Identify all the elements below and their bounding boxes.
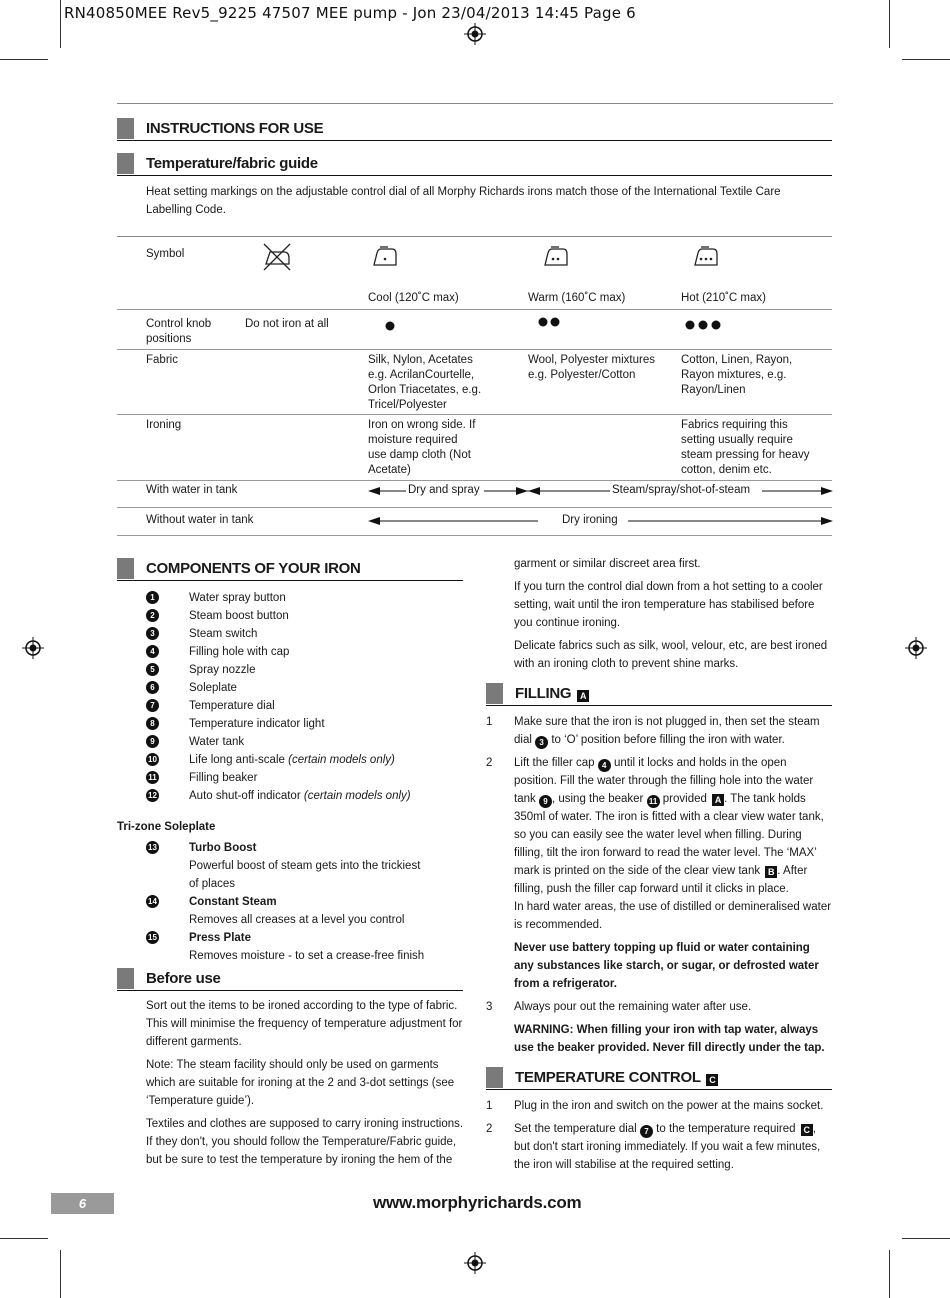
print-info-line: RN40850MEE Rev5_9225 47507 MEE pump - Jon 23/04/2013 14:45 Page 6 bbox=[64, 4, 636, 22]
component-label: Water spray button bbox=[189, 592, 286, 604]
number-badge: 4 bbox=[146, 645, 159, 658]
component-label: Water tank bbox=[189, 736, 245, 748]
heading-block bbox=[117, 118, 134, 139]
warning-text: WARNING: When filling your iron with tap water, always use the beaker provided. Never fill directly under the tap. bbox=[514, 1024, 825, 1054]
component-label: Spray nozzle bbox=[189, 664, 256, 676]
section-heading-components bbox=[117, 558, 463, 581]
heading-text: TEMPERATURE CONTROL bbox=[515, 1069, 701, 1086]
dry-spray-text: Dry and spray bbox=[408, 484, 480, 496]
component-label: Temperature indicator light bbox=[189, 718, 325, 730]
component-note: (certain models only) bbox=[303, 790, 411, 802]
component-label-text: Auto shut-off indicator bbox=[189, 790, 301, 802]
fabric-cool: Silk, Nylon, Acetates e.g. AcrilanCourtelle, Orlon Triacetates, e.g. Tricel/Polyester bbox=[368, 354, 482, 411]
before-use-text bbox=[146, 997, 464, 1169]
step-text: . The tank holds 350ml of water. The iron is fitted with a clear view water tank, so you can easily see the water level when filling. During filling, tilt the iron forward to read the water level. The ‘MAX’ mark is printed on the side of the clear view tank bbox=[514, 793, 824, 877]
fabric-label: Fabric bbox=[146, 354, 178, 366]
cool-header: Cool (120˚C max) bbox=[368, 292, 459, 304]
crop-mark bbox=[889, 1250, 890, 1298]
component-label: Filling beaker bbox=[189, 772, 258, 784]
number-badge: 7 bbox=[640, 1125, 653, 1138]
number-badge: 4 bbox=[598, 759, 611, 772]
component-label: Filling hole with cap bbox=[189, 646, 290, 658]
step-text: Set the temperature dial bbox=[514, 1123, 637, 1135]
step-text: Always pour out the remaining water after use. bbox=[514, 1001, 752, 1013]
section-heading-temp-control bbox=[486, 1067, 832, 1090]
crop-mark bbox=[889, 0, 890, 48]
number-badge: 9 bbox=[539, 795, 552, 808]
nowater-label: Without water in tank bbox=[146, 514, 254, 526]
number-badge: 6 bbox=[146, 681, 159, 694]
paragraph: Textiles and clothes are supposed to carry ironing instructions. If they don't, you should follow the Temperature/Fabric guide, but be sure to test the temperature by ironing the hem of the bbox=[146, 1118, 464, 1166]
paragraph: Note: The steam facility should only be used on garments which are suitable for ironing at the 2 and 3-dot settings (see ‘Temperature guide’). bbox=[146, 1059, 455, 1107]
ref-box: C bbox=[801, 1124, 813, 1136]
arrow-right-icon bbox=[762, 485, 833, 497]
section-heading-instructions bbox=[117, 118, 832, 141]
heading-title bbox=[515, 685, 589, 702]
trizone-title: Tri-zone Soleplate bbox=[117, 821, 216, 833]
fabric-hot: Cotton, Linen, Rayon, Rayon mixtures, e.g. Rayon/Linen bbox=[681, 354, 793, 396]
number-badge: 10 bbox=[146, 753, 159, 766]
top-rule bbox=[117, 103, 833, 104]
number-badge: 15 bbox=[146, 931, 159, 944]
step-text: provided bbox=[662, 793, 707, 805]
component-label: Temperature dial bbox=[189, 700, 275, 712]
arrow-double-icon bbox=[484, 485, 610, 497]
warm-header: Warm (160˚C max) bbox=[528, 292, 626, 304]
step-text: to the temperature required bbox=[656, 1123, 796, 1135]
section-heading-before-use bbox=[117, 968, 463, 991]
number-badge: 11 bbox=[647, 795, 660, 808]
arrow-left-icon bbox=[368, 515, 538, 527]
ref-box: A bbox=[712, 794, 724, 806]
component-label bbox=[189, 751, 395, 769]
right-column-text bbox=[514, 555, 832, 673]
fabric-warm: Wool, Polyester mixtures e.g. Polyester/Cotton bbox=[528, 354, 655, 381]
temp-step-number: 1 bbox=[486, 1100, 493, 1112]
number-badge: 2 bbox=[146, 609, 159, 622]
step-text: Lift the filler cap bbox=[514, 757, 595, 769]
trizone-name: Press Plate bbox=[189, 932, 252, 944]
arrow-right-icon bbox=[628, 515, 833, 527]
heading-title: INSTRUCTIONS FOR USE bbox=[146, 120, 324, 137]
registration-mark-icon bbox=[464, 1252, 486, 1274]
crop-mark bbox=[902, 59, 950, 60]
step-text: Make sure that the iron is not plugged in, then set the steam dial bbox=[514, 716, 820, 746]
registration-mark-icon bbox=[905, 637, 927, 659]
do-not-iron-icon bbox=[262, 242, 292, 272]
step-text: until it locks and holds in the open position. Fill the water through the filling hole into the water tank bbox=[514, 757, 814, 805]
ironing-cool: Iron on wrong side. If moisture required use damp cloth (Not Acetate) bbox=[368, 419, 476, 476]
component-label: Steam switch bbox=[189, 628, 258, 640]
heading-title: Temperature/fabric guide bbox=[146, 155, 318, 172]
step-text: , using the beaker bbox=[551, 793, 644, 805]
arrow-left-icon bbox=[368, 485, 406, 497]
trizone-desc-text: of places bbox=[189, 878, 236, 890]
filling-step bbox=[514, 713, 832, 749]
iron-one-dot-icon bbox=[372, 243, 400, 269]
temp-step-number: 2 bbox=[486, 1123, 493, 1135]
crop-mark bbox=[0, 59, 48, 60]
intro-paragraph: Heat setting markings on the adjustable control dial of all Morphy Richards irons match those of the International Textile Care Labelling Code. bbox=[146, 186, 781, 216]
crop-mark bbox=[60, 1250, 61, 1298]
section-heading-filling bbox=[486, 683, 832, 706]
temp-step: Plug in the iron and switch on the power at the mains socket. bbox=[514, 1100, 824, 1112]
number-badge: 14 bbox=[146, 895, 159, 908]
heading-title: Before use bbox=[146, 970, 221, 987]
temp-step bbox=[514, 1120, 832, 1174]
step-text: , but don't start ironing immediately. If you wait a few minutes, the iron will stabilise at the required setting. bbox=[514, 1123, 821, 1171]
trizone-desc-text: Removes all creases at a level you control bbox=[189, 914, 405, 926]
crop-mark bbox=[902, 1238, 950, 1239]
paragraph: If you turn the control dial down from a hot setting to a cooler setting, wait until the iron temperature has stabilised before you continue ironing. bbox=[514, 581, 823, 629]
ref-box: C bbox=[706, 1074, 718, 1086]
symbol-label: Symbol bbox=[146, 248, 185, 260]
trizone-name: Turbo Boost bbox=[189, 842, 257, 854]
three-dot-icon bbox=[684, 319, 724, 331]
ref-box: A bbox=[577, 690, 589, 702]
number-badge: 1 bbox=[146, 591, 159, 604]
paragraph: garment or similar discreet area first. bbox=[514, 558, 701, 570]
ironing-label: Ironing bbox=[146, 419, 182, 431]
number-badge: 9 bbox=[146, 735, 159, 748]
number-badge: 7 bbox=[146, 699, 159, 712]
filling-step bbox=[514, 754, 832, 993]
heading-block bbox=[117, 968, 134, 989]
iron-two-dot-icon bbox=[543, 243, 571, 269]
knob-label: Control knob positions bbox=[146, 318, 212, 345]
registration-mark-icon bbox=[464, 23, 486, 45]
iron-three-dot-icon bbox=[693, 243, 721, 269]
number-badge: 12 bbox=[146, 789, 159, 802]
number-badge: 11 bbox=[146, 771, 159, 784]
trizone-name: Constant Steam bbox=[189, 896, 277, 908]
heading-block bbox=[117, 558, 134, 579]
filling-step bbox=[514, 998, 832, 1057]
component-label: Steam boost button bbox=[189, 610, 289, 622]
step-text: to ‘O’ position before filling the iron with water. bbox=[551, 734, 785, 746]
heading-title bbox=[515, 1069, 718, 1086]
step-text: . After filling, push the filler cap forward until it clicks in place. bbox=[514, 865, 808, 895]
ironing-hot: Fabrics requiring this setting usually require steam pressing for heavy cotton, denim etc. bbox=[681, 419, 810, 476]
registration-mark-icon bbox=[22, 637, 44, 659]
filling-step-number: 3 bbox=[486, 1001, 493, 1013]
heading-title: COMPONENTS OF YOUR IRON bbox=[146, 560, 361, 577]
heading-block bbox=[486, 1067, 503, 1088]
paragraph: Delicate fabrics such as silk, wool, velour, etc, are best ironed with an ironing cloth to prevent shine marks. bbox=[514, 640, 828, 670]
number-badge: 13 bbox=[146, 841, 159, 854]
crop-mark bbox=[0, 1238, 48, 1239]
number-badge: 8 bbox=[146, 717, 159, 730]
number-badge: 5 bbox=[146, 663, 159, 676]
section-heading-temp-guide bbox=[117, 153, 832, 176]
number-badge: 3 bbox=[146, 627, 159, 640]
filling-step-number: 1 bbox=[486, 716, 493, 728]
ref-box: B bbox=[765, 866, 777, 878]
component-label: Soleplate bbox=[189, 682, 237, 694]
one-dot-icon bbox=[384, 320, 396, 332]
steam-spray-text: Steam/spray/shot-of-steam bbox=[612, 484, 751, 496]
page-number: 6 bbox=[51, 1193, 114, 1214]
component-label bbox=[189, 787, 411, 805]
number-badge: 3 bbox=[535, 736, 548, 749]
dry-ironing-text: Dry ironing bbox=[562, 514, 618, 526]
do-not-iron-text: Do not iron at all bbox=[245, 318, 329, 330]
component-note: (certain models only) bbox=[288, 754, 395, 766]
heading-block bbox=[486, 683, 503, 704]
filling-step-number: 2 bbox=[486, 757, 493, 769]
step-text: In hard water areas, the use of distilled or demineralised water is recommended. bbox=[514, 901, 832, 931]
trizone-desc-text: Powerful boost of steam gets into the trickiest bbox=[189, 860, 421, 872]
hot-header: Hot (210˚C max) bbox=[681, 292, 766, 304]
heading-block bbox=[117, 153, 134, 174]
crop-mark bbox=[60, 0, 61, 48]
water-label: With water in tank bbox=[146, 484, 238, 496]
heading-text: FILLING bbox=[515, 685, 572, 702]
component-label-text: Life long anti-scale bbox=[189, 754, 285, 766]
trizone-desc-text: Removes moisture - to set a crease-free finish bbox=[189, 950, 425, 962]
website-url[interactable]: www.morphyrichards.com bbox=[373, 1193, 582, 1212]
two-dot-icon bbox=[537, 316, 563, 328]
paragraph: Sort out the items to be ironed according to the type of fabric. This will minimise the frequency of temperature adjustment for different garments. bbox=[146, 1000, 463, 1048]
warning-text: Never use battery topping up fluid or water containing any substances like starch, or sugar, or defrosted water from a refrigerator. bbox=[514, 942, 819, 990]
